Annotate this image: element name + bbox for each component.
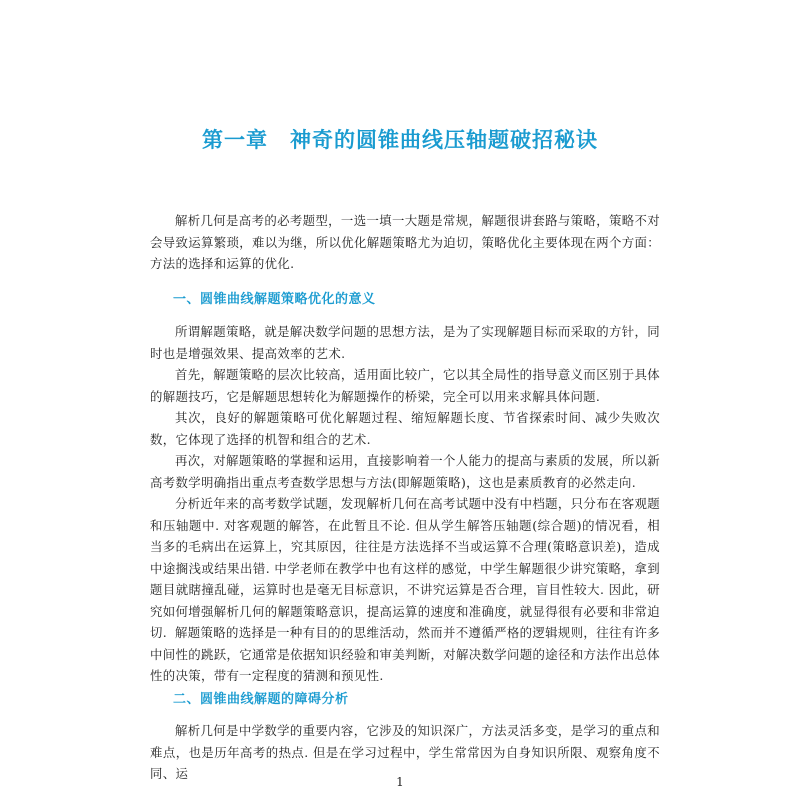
section-heading-1: 一、圆锥曲线解题策略优化的意义 [173, 292, 376, 307]
intro-paragraph: 解析几何是高考的必考题型，一选一填一大题是常规，解题很讲套路与策略，策略不对会导致运算繁琐，难以为继，所以优化解题策略尤为迫切，策略优化主要体现在两个方面：方法的选择和运算的优化. [150, 213, 660, 271]
paragraph: 解题策略的选择是一种有目的的思维活动，然而并不遵循严格的逻辑规则，往往有许多中间性的跳跃，它通常是依据知识经验和审美判断，对解决数学问题的途径和方法作出总体性的决策，带有一定程度的猜测和预见性. [150, 625, 660, 683]
paragraph: 分析近年来的高考数学试题，发现解析几何在高考试题中没有中档题，只分布在客观题和压轴题中. 对客观题的解答，在此暂且不论. 但从学生解答压轴题(综合题)的情况看，相当多的毛病出在运算上，究其原因，往往是方法选择不当或运算不合理(策略意识差)，造成中途搁浅或结果出错. 中学老师在教学中也有这样的感觉，中学生解题很少讲究策略，拿到题目就瞎撞乱碰，运算时也是毫无目标意识，不讲究运算是否合理，盲目性较大. 因此，研究如何增强解析几何的解题策略意识，提高运算的速度和准确度，就显得很有必要和非常迫切. [150, 496, 660, 640]
page-number: 1 [396, 775, 404, 789]
paragraph: 解析几何是中学数学的重要内容，它涉及的知识深广，方法灵活多变，是学习的重点和难点，也是历年高考的热点. 但是在学习过程中，学生常常因为自身知识所限、观察角度不同、运 [150, 723, 660, 781]
paragraph: 首先，解题策略的层次比较高，适用面比较广，它以其全局性的指导意义而区别于具体的解题技巧，它是解题思想转化为解题操作的桥梁，完全可以用来求解具体问题. [150, 367, 660, 404]
paragraph: 所谓解题策略，就是解决数学问题的思想方法，是为了实现解题目标而采取的方针，同时也是增强效果、提高效率的艺术. [150, 324, 660, 361]
paragraph: 其次，良好的解题策略可优化解题过程、缩短解题长度、节省探索时间、减少失败次数，它体现了选择的机智和组合的艺术. [150, 410, 660, 447]
paragraph: 再次，对解题策略的掌握和运用，直接影响着一个人能力的提高与素质的发展，所以新高考数学明确指出重点考查数学思想与方法(即解题策略)，这也是素质教育的必然走向. [150, 453, 660, 490]
section-heading-2: 二、圆锥曲线解题的障碍分析 [173, 692, 349, 707]
chapter-title: 第一章 神奇的圆锥曲线压轴题破招秘诀 [202, 127, 598, 152]
